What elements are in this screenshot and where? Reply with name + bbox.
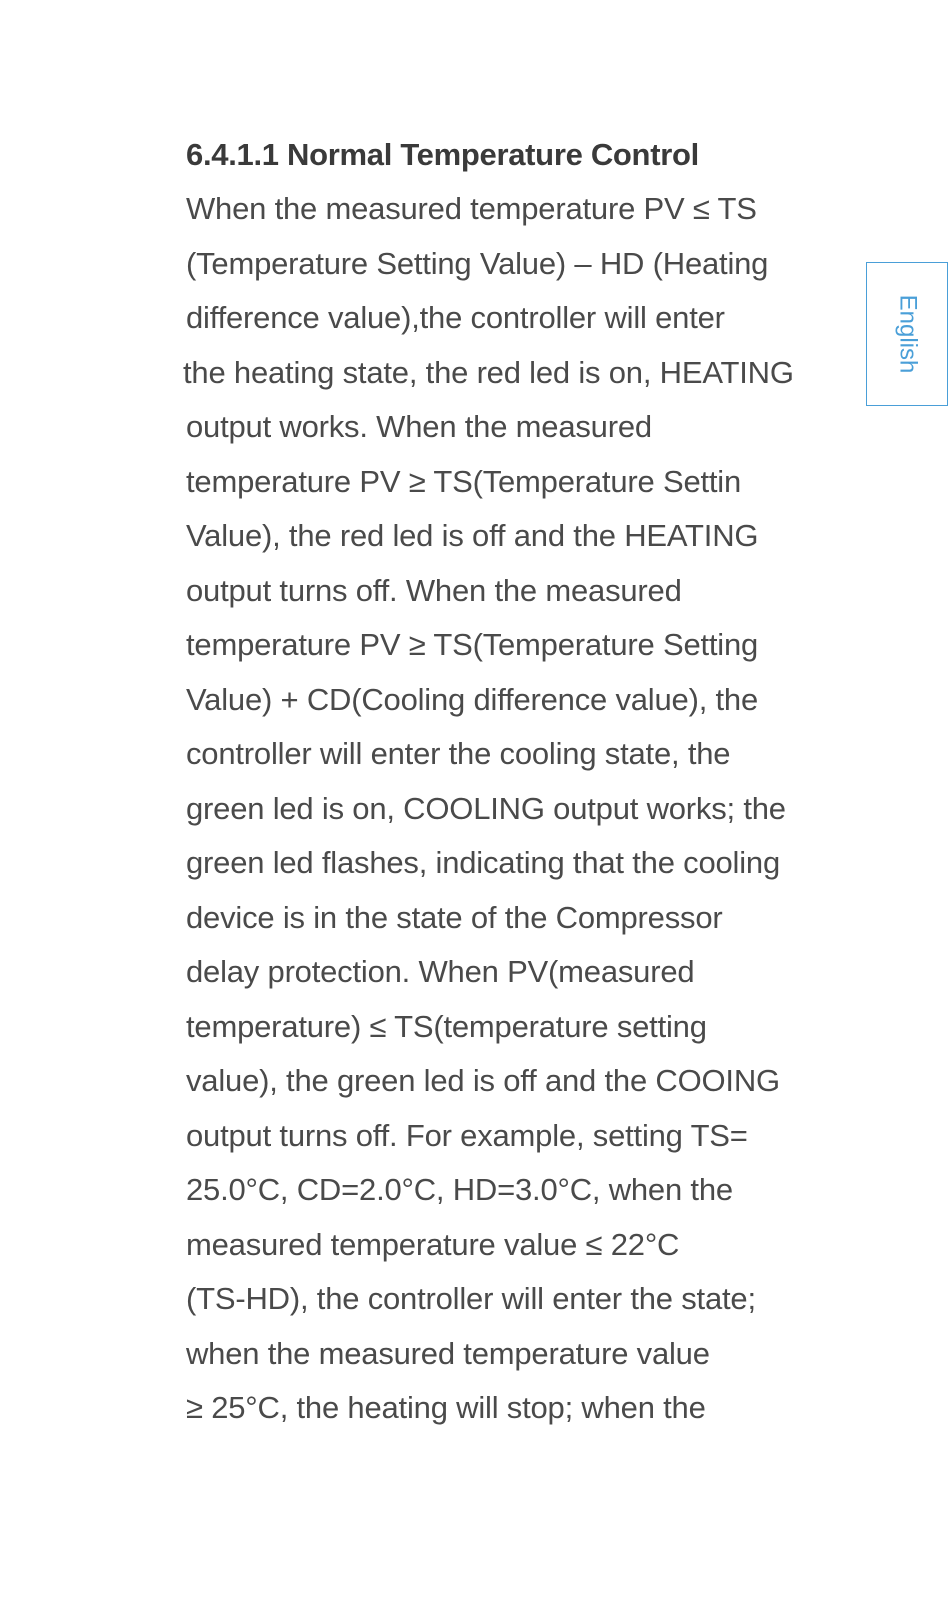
body-line: temperature PV ≥ TS(Temperature Settin <box>186 463 742 499</box>
body-line: 25.0°C, CD=2.0°C, HD=3.0°C, when the <box>186 1172 733 1207</box>
body-line: when the measured temperature value <box>186 1335 710 1371</box>
body-line: When the measured temperature PV ≤ TS <box>186 191 757 226</box>
language-tab-label: English <box>894 294 921 374</box>
body-line: (Temperature Setting Value) – HD (Heating <box>186 245 769 281</box>
section-content <box>183 128 826 1436</box>
body-line: value), the green led is off and the COOING <box>186 1063 780 1098</box>
body-line: Value), the red led is off and the HEATING <box>186 518 759 553</box>
body-line: the heating state, the red led is on, HEATING <box>183 354 794 390</box>
body-line: ≥ 25°C, the heating will stop; when the <box>186 1390 706 1425</box>
body-line: green led flashes, indicating that the cooling <box>186 845 780 880</box>
body-line: output turns off. When the measured <box>186 572 682 608</box>
body-line: controller will enter the cooling state, the <box>186 736 731 771</box>
body-line: delay protection. When PV(measured <box>186 954 695 989</box>
body-line: Value) + CD(Cooling difference value), the <box>186 681 759 717</box>
body-line: (TS-HD), the controller will enter the state; <box>186 1281 756 1316</box>
body-line: temperature) ≤ TS(temperature setting <box>186 1008 707 1044</box>
body-line: output works. When the measured <box>186 409 652 444</box>
body-line: output turns off. For example, setting TS= <box>186 1117 748 1153</box>
body-line: device is in the state of the Compressor <box>186 899 723 935</box>
body-line: green led is on, COOLING output works; the <box>186 790 786 826</box>
body-line: difference value),the controller will enter <box>186 300 725 335</box>
section-heading: 6.4.1.1 Normal Temperature Control <box>186 137 699 172</box>
body-line: measured temperature value ≤ 22°C <box>186 1226 680 1262</box>
section-body <box>183 182 826 1436</box>
language-tab[interactable] <box>866 262 948 406</box>
body-line: temperature PV ≥ TS(Temperature Setting <box>186 627 759 662</box>
